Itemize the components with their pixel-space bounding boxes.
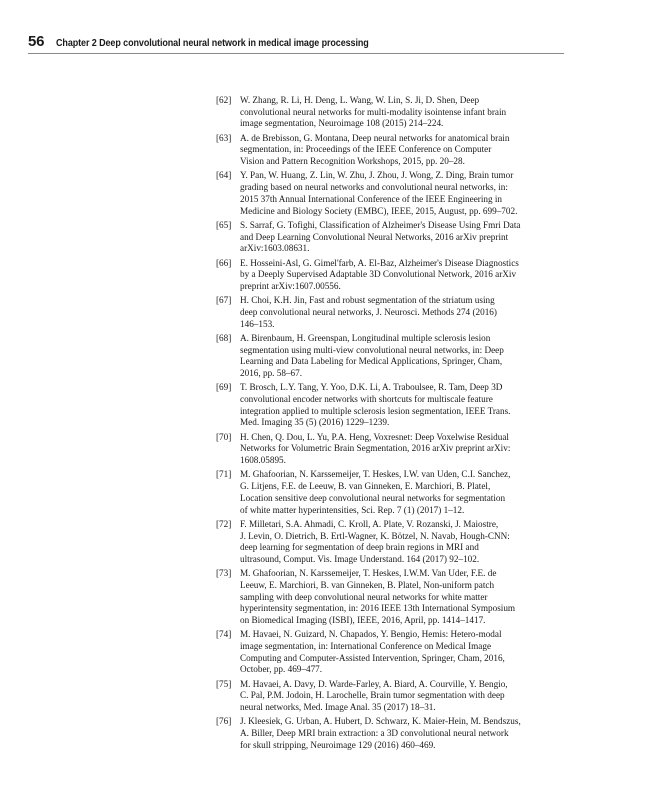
running-header: [28, 33, 564, 54]
reference-entry: [216, 679, 566, 714]
reference-text: M. Ghafoorian, N. Karssemeijer, T. Heskes, I.W.M. Van Uder, F.E. de Leeuw, E. Marchiori, B. van Ginneken, B. Platel, Non-uniform patch sampling with deep convolutional neural networks for white matter hyperintensity segmentation, in: 2016 IEEE 13th International Symposium on Biomedical Imaging (ISBI), IEEE, 2016, April, pp. 1414–1417.: [240, 568, 516, 626]
reference-text: H. Choi, K.H. Jin, Fast and robust segmentation of the striatum using deep convolutional neural networks, J. Neurosci. Methods 274 (2016) 146–153.: [240, 295, 497, 329]
reference-text: A. de Brebisson, G. Montana, Deep neural networks for anatomical brain segmentation, in: Proceedings of the IEEE Conference on Computer Vision and Pattern Recognition Workshops, 2015, pp. 20–28.: [240, 132, 510, 167]
reference-text: M. Havaei, N. Guizard, N. Chapados, Y. Bengio, Hemis: Hetero-modal image segmentation, in: International Conference on Medical Image Computing and Computer-Assisted Intervention, Springer, Cham, 2016, October, pp. 469–477.: [240, 629, 505, 675]
reference-number: [73]: [216, 568, 232, 579]
reference-number: [71]: [216, 469, 232, 480]
reference-entry: [216, 133, 566, 168]
reference-number: [68]: [216, 332, 232, 343]
reference-text: E. Hosseini-Asl, G. Gimel'farb, A. El-Baz, Alzheimer's Disease Diagnostics by a Deeply Supervised Adaptable 3D Convolutional Network, 2016 arXiv preprint arXiv:1607.00556.: [240, 257, 519, 291]
reference-number: [76]: [216, 716, 232, 727]
chapter-title: Chapter 2 Deep convolutional neural network in medical image processing: [56, 38, 369, 49]
reference-number: [74]: [216, 629, 232, 640]
reference-list: [216, 95, 566, 754]
reference-text: T. Brosch, L.Y. Tang, Y. Yoo, D.K. Li, A. Traboulsee, R. Tam, Deep 3D convolutional encoder networks with shortcuts for multiscale feature integration applied to multiple sclerosis lesion segmentation, IEEE Trans. Med. Imaging 35 (5) (2016) 1229–1239.: [240, 382, 511, 428]
reference-entry: [216, 629, 566, 676]
reference-entry: [216, 519, 566, 566]
reference-text: F. Milletari, S.A. Ahmadi, C. Kroll, A. Plate, V. Rozanski, J. Maiostre, J. Levin, O. Dietrich, B. Ertl-Wagner, K. Bötzel, N. Navab, Hough-CNN: deep learning for segmentation of deep brain regions in MRI and ultrasound, Comput. Vis. Image Understand. 164 (2017) 92–102.: [240, 518, 510, 564]
reference-number: [65]: [216, 219, 232, 230]
reference-entry: [216, 295, 566, 330]
reference-entry: [216, 95, 566, 130]
reference-entry: [216, 170, 566, 217]
reference-text: Y. Pan, W. Huang, Z. Lin, W. Zhu, J. Zhou, J. Wong, Z. Ding, Brain tumor grading based on neural networks and convolutional neural networks, in: 2015 37th Annual International Conference of the IEEE Engineering in Medicine and Biology Society (EMBC), IEEE, 2015, August, pp. 699–702.: [240, 170, 518, 216]
reference-number: [70]: [216, 431, 232, 442]
reference-text: M. Havaei, A. Davy, D. Warde-Farley, A. Biard, A. Courville, Y. Bengio, C. Pal, P.M. Jodoin, H. Larochelle, Brain tumor segmentation with deep neural networks, Med. Image Anal. 35 (2017) 18–31.: [240, 678, 508, 713]
reference-text: M. Ghafoorian, N. Karssemeijer, T. Heskes, I.W. van Uden, C.I. Sanchez, G. Litjens, F.E. de Leeuw, B. van Ginneken, E. Marchiori, B. Platel, Location sensitive deep convolutional neural networks for segmentation of white matter hyperintensities, Sci. Rep. 7 (1) (2017) 1–12.: [240, 469, 511, 515]
reference-number: [72]: [216, 518, 232, 529]
reference-text: S. Sarraf, G. Tofighi, Classification of Alzheimer's Disease Using Fmri Data and Deep Learning Convolutional Neural Networks, 2016 arXiv preprint arXiv:1603.08631.: [240, 219, 521, 254]
reference-entry: [216, 382, 566, 429]
reference-number: [62]: [216, 95, 232, 105]
reference-number: [63]: [216, 132, 232, 143]
reference-entry: [216, 258, 566, 293]
reference-number: [75]: [216, 678, 232, 689]
reference-number: [69]: [216, 382, 232, 393]
page-number: 56: [28, 33, 45, 50]
reference-text: H. Chen, Q. Dou, L. Yu, P.A. Heng, Voxresnet: Deep Voxelwise Residual Networks for Volumetric Brain Segmentation, 2016 arXiv preprint arXiv: 1608.05895.: [240, 431, 511, 466]
reference-entry: [216, 432, 566, 467]
reference-text: J. Kleesiek, G. Urban, A. Hubert, D. Schwarz, K. Maier-Hein, M. Bendszus, A. Biller, Deep MRI brain extraction: a 3D convolutional neural network for skull stripping, Neuroimage 129 (2016) 460–469.: [240, 716, 521, 750]
reference-number: [66]: [216, 257, 232, 268]
reference-entry: [216, 716, 566, 751]
reference-entry: [216, 568, 566, 627]
reference-entry: [216, 469, 566, 516]
reference-text: A. Birenbaum, H. Greenspan, Longitudinal multiple sclerosis lesion segmentation using multi-view convolutional neural networks, in: Deep Learning and Data Labeling for Medical Applications, Springer, Cham, 2016, pp. 58–67.: [240, 332, 504, 379]
reference-text: W. Zhang, R. Li, H. Deng, L. Wang, W. Lin, S. Ji, D. Shen, Deep convolutional neural networks for multi-modality isointense infant brain image segmentation, Neuroimage 108 (2015) 214–224.: [240, 95, 507, 129]
reference-entry: [216, 333, 566, 380]
reference-number: [64]: [216, 170, 232, 181]
reference-entry: [216, 220, 566, 255]
reference-number: [67]: [216, 295, 232, 306]
